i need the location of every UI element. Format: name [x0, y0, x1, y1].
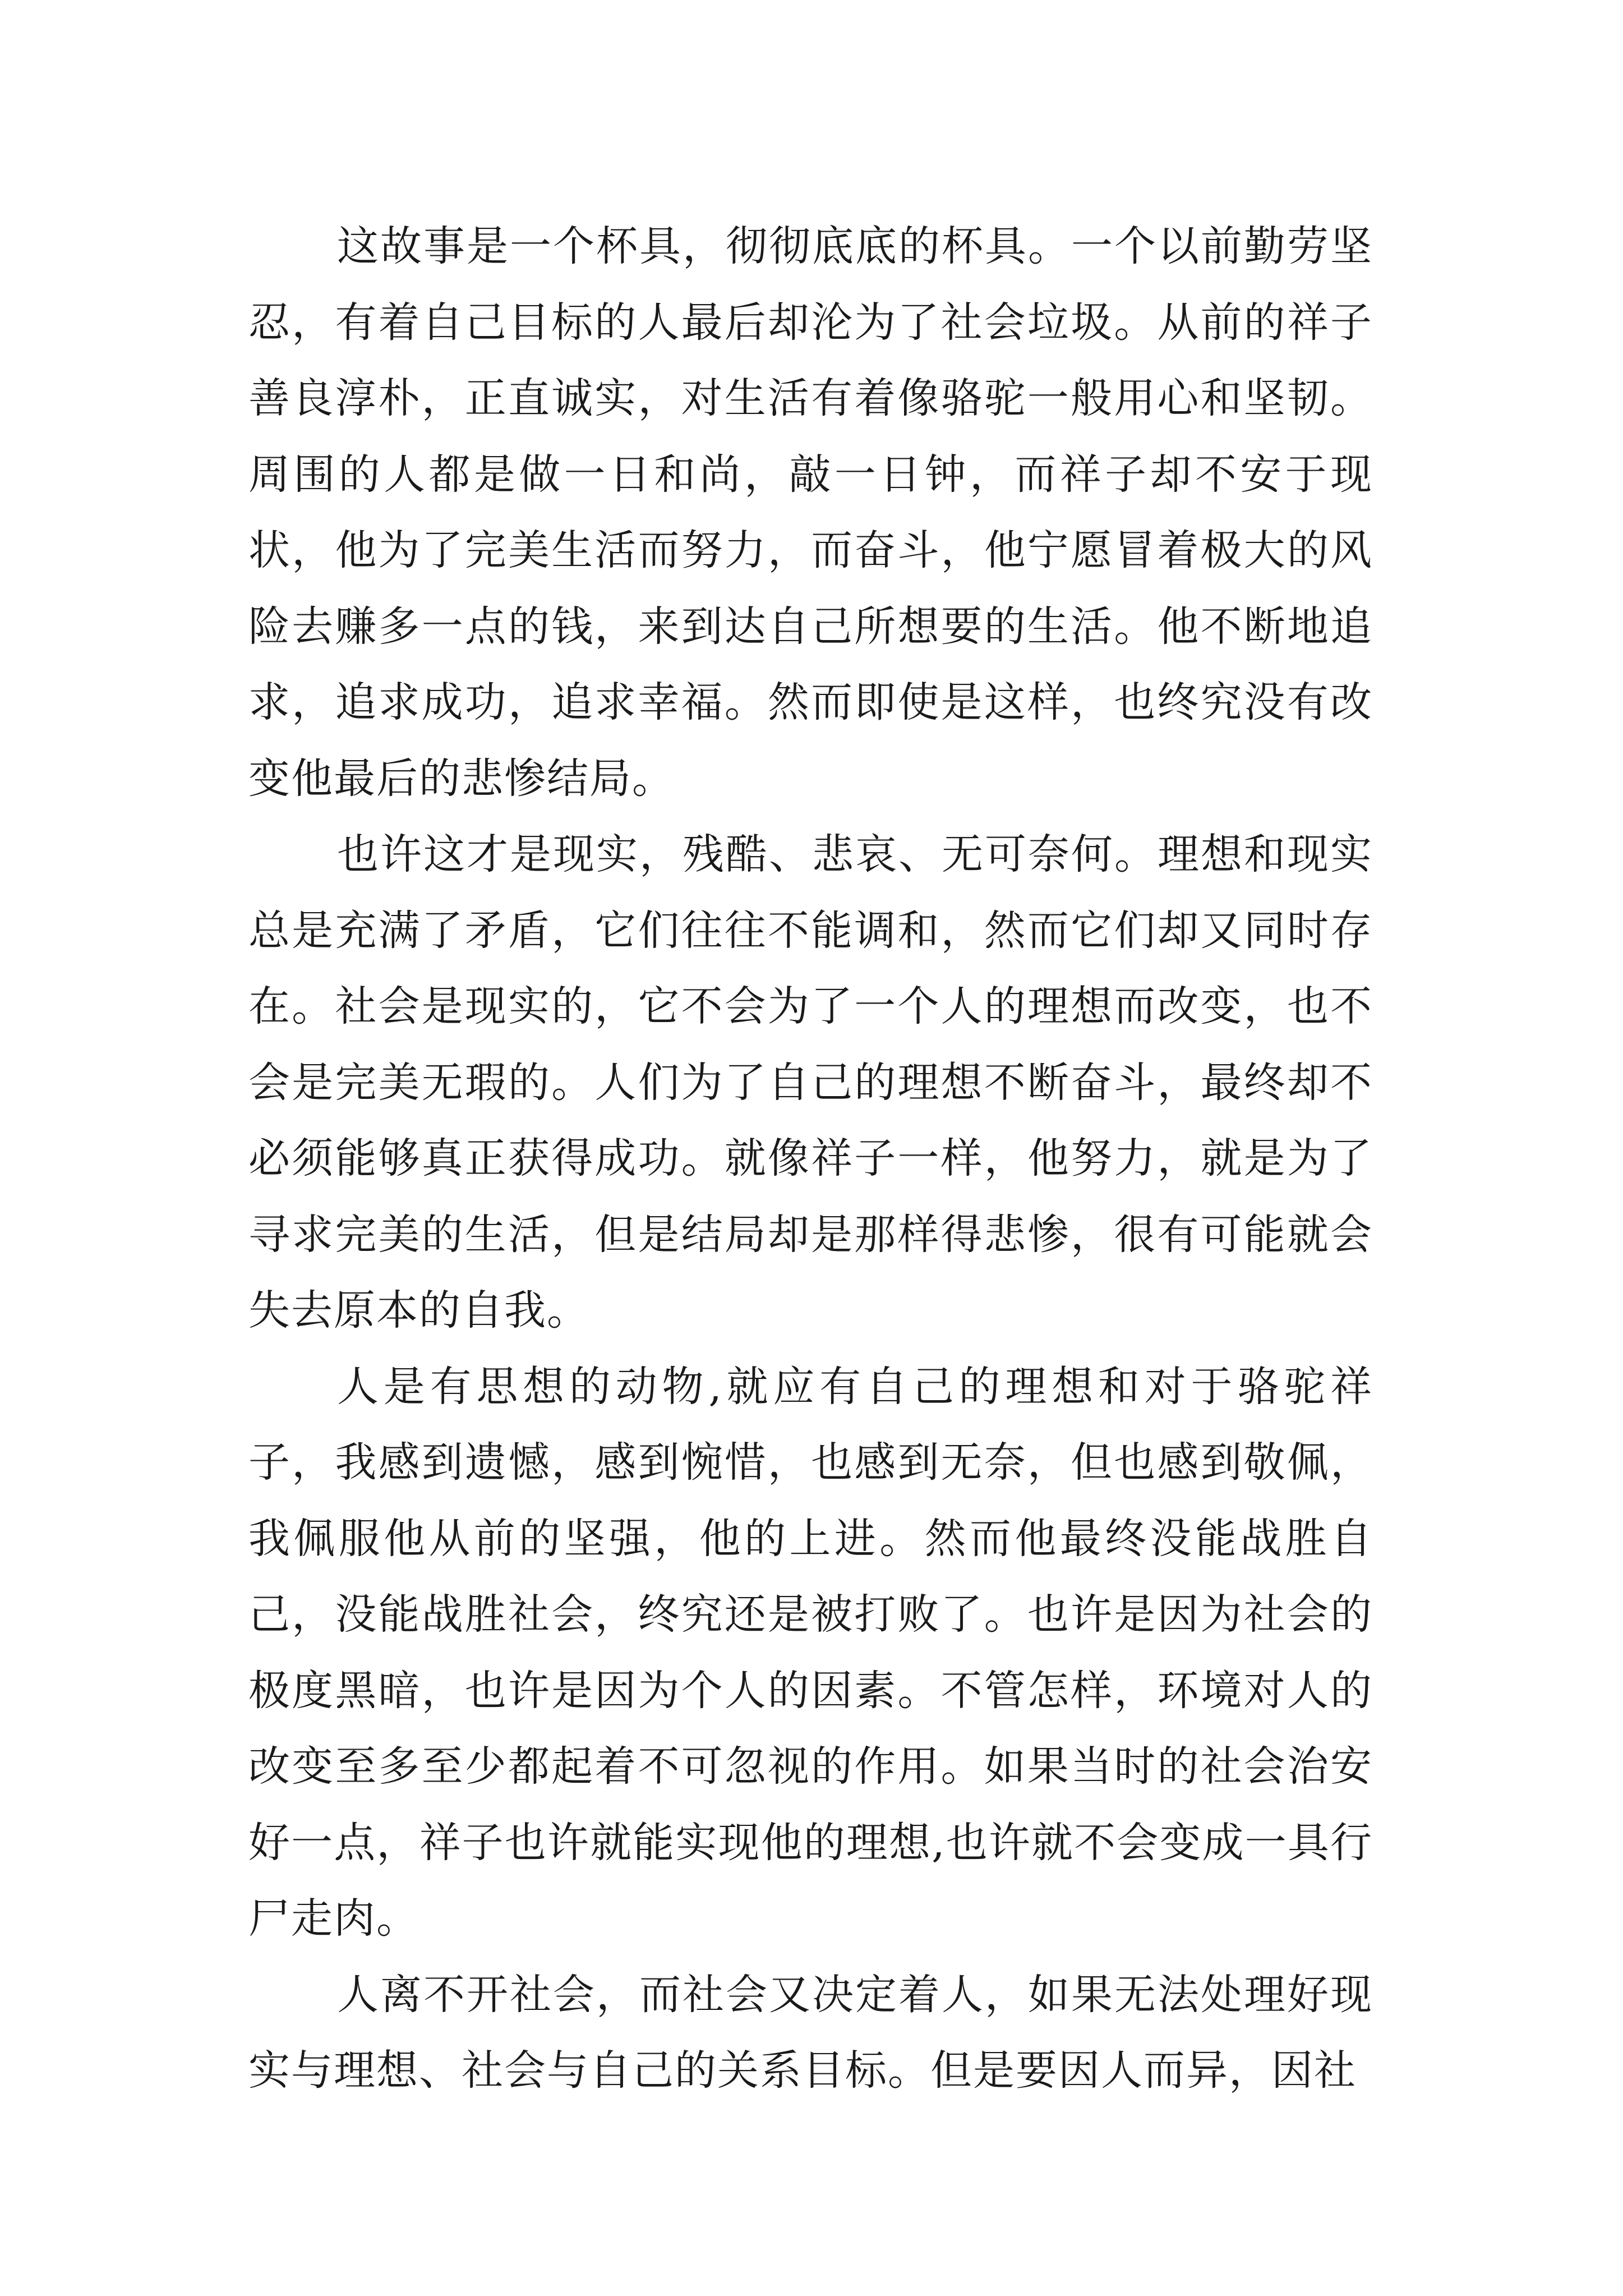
body-text [248, 209, 1373, 2109]
paragraph-4: 人离不开社会，而社会又决定着人，如果无法处理好现实与理想、社会与自己的关系目标。但是要因人而异，因社 [248, 1970, 1373, 2095]
paragraph-2: 也许这才是现实，残酷、悲哀、无可奈何。理想和现实总是充满了矛盾，它们往往不能调和，然而它们却又同时存在。社会是现实的，它不会为了一个人的理想而改变，也不会是完美无瑕的。人们为了自己的理想不断奋斗，最终却不必须能够真正获得成功。就像祥子一样，他努力，就是为了寻求完美的生活，但是结局却是那样得悲惨，很有可能就会失去原本的自我。 [248, 830, 1373, 1335]
paragraph-1: 这故事是一个杯具，彻彻底底的杯具。一个以前勤劳坚忍，有着自己目标的人最后却沦为了社会垃圾。从前的祥子善良淳朴，正直诚实，对生活有着像骆驼一般用心和坚韧。周围的人都是做一日和尚，敲一日钟，而祥子却不安于现状，他为了完美生活而努力，而奋斗，他宁愿冒着极大的风险去赚多一点的钱，来到达自己所想要的生活。他不断地追求，追求成功，追求幸福。然而即使是这样，也终究没有改变他最后的悲惨结局。 [248, 222, 1373, 803]
paragraph-3: 人是有思想的动物,就应有自己的理想和对于骆驼祥子，我感到遗憾，感到惋惜，也感到无奈，但也感到敬佩，我佩服他从前的坚强，他的上进。然而他最终没能战胜自己，没能战胜社会，终究还是被打败了。也许是因为社会的极度黑暗，也许是因为个人的因素。不管怎样，环境对人的改变至多至少都起着不可忽视的作用。如果当时的社会治安好一点，祥子也许就能实现他的理想,也许就不会变成一具行尸走肉。 [248, 1362, 1373, 1943]
